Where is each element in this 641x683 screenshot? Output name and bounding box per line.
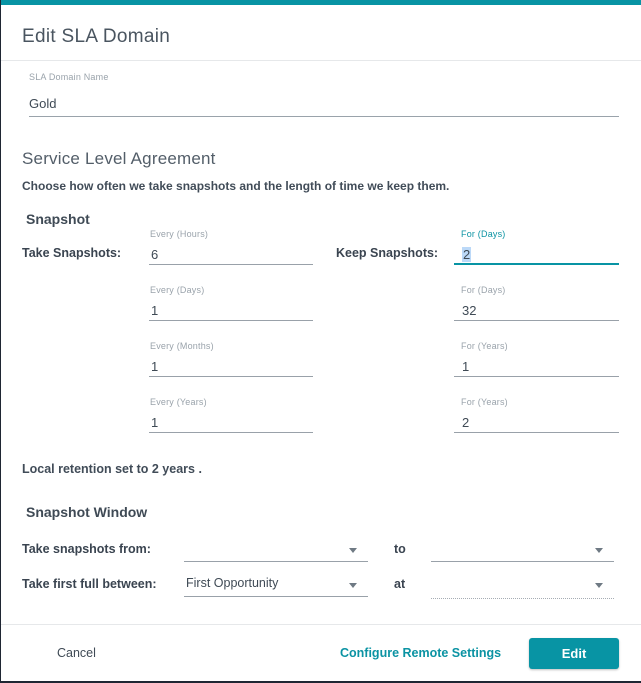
first-full-between-dropdown[interactable] xyxy=(184,572,368,597)
every-hours-input[interactable]: 6 xyxy=(151,247,159,262)
take-first-full-between-label: Take first full between: xyxy=(22,577,157,591)
dialog-title: Edit SLA Domain xyxy=(22,26,171,47)
caret-down-icon xyxy=(595,583,603,588)
for-years-field-label: For (Years) xyxy=(461,397,508,407)
caret-down-icon xyxy=(595,548,603,553)
every-months-input[interactable]: 1 xyxy=(151,359,159,374)
section-description: Choose how often we take snapshots and the length of time we keep them. xyxy=(22,179,450,193)
caret-down-icon xyxy=(349,548,357,553)
every-days-underline xyxy=(149,320,313,321)
take-snapshots-label: Take Snapshots: xyxy=(22,246,122,260)
for-years-input[interactable]: 1 xyxy=(462,359,470,374)
take-snapshots-from-label: Take snapshots from: xyxy=(22,542,151,556)
snapshot-row xyxy=(1,341,641,383)
snapshot-row xyxy=(1,285,641,327)
snapshots-from-dropdown[interactable] xyxy=(184,537,368,562)
snapshot-row xyxy=(1,229,641,271)
every-hours-field-label: Every (Hours) xyxy=(150,229,209,239)
every-years-underline xyxy=(149,432,313,433)
every-years-input[interactable]: 1 xyxy=(151,415,159,430)
header-divider xyxy=(1,60,641,61)
snapshot-window-row xyxy=(1,572,641,602)
for-years-field-label: For (Years) xyxy=(461,341,508,351)
footer-divider xyxy=(1,624,641,625)
local-retention-note: Local retention set to 2 years . xyxy=(22,462,202,476)
selected-text: 2 xyxy=(463,247,471,262)
for-years-underline xyxy=(454,432,619,433)
edit-sla-domain-dialog xyxy=(1,0,641,681)
for-days-input[interactable] xyxy=(462,247,471,262)
caret-down-icon xyxy=(349,583,357,588)
section-title-service-level-agreement: Service Level Agreement xyxy=(22,149,216,168)
at-label: at xyxy=(394,577,406,591)
snapshots-to-dropdown[interactable] xyxy=(431,537,614,562)
to-label: to xyxy=(394,542,406,556)
keep-snapshots-label: Keep Snapshots: xyxy=(336,246,439,260)
first-full-at-dropdown[interactable] xyxy=(431,572,614,599)
for-years-input[interactable]: 2 xyxy=(462,415,470,430)
sla-domain-name-label: SLA Domain Name xyxy=(29,72,109,82)
first-full-between-value: First Opportunity xyxy=(186,576,279,590)
every-hours-underline xyxy=(149,264,313,265)
every-months-field-label: Every (Months) xyxy=(150,341,214,351)
for-days-field-label: For (Days) xyxy=(461,229,506,239)
cancel-button[interactable]: Cancel xyxy=(57,646,96,660)
snapshot-row xyxy=(1,397,641,439)
configure-remote-settings-link[interactable]: Configure Remote Settings xyxy=(340,646,502,660)
for-days-field-label: For (Days) xyxy=(461,285,506,295)
for-days-underline xyxy=(454,320,619,321)
every-days-input[interactable]: 1 xyxy=(151,303,159,318)
every-months-underline xyxy=(149,376,313,377)
every-years-field-label: Every (Years) xyxy=(150,397,207,407)
sla-domain-name-underline xyxy=(29,116,619,117)
snapshot-window-row xyxy=(1,537,641,567)
for-days-underline-focused xyxy=(454,263,619,265)
for-years-underline xyxy=(454,376,619,377)
edit-button[interactable]: Edit xyxy=(529,638,619,669)
accent-top-bar xyxy=(1,0,641,5)
for-days-input[interactable]: 32 xyxy=(462,303,477,318)
snapshot-window-heading: Snapshot Window xyxy=(26,504,148,520)
snapshot-heading: Snapshot xyxy=(26,211,90,227)
every-days-field-label: Every (Days) xyxy=(150,285,205,295)
sla-domain-name-input[interactable]: Gold xyxy=(29,96,57,111)
